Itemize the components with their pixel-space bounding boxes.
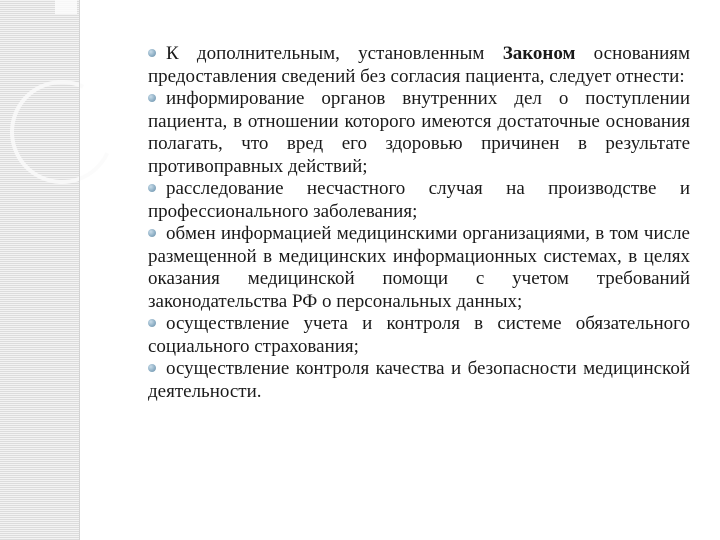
intro-text-after: основаниям предоставления сведений без согласия пациента, следует отнести: (148, 43, 691, 87)
list-item (148, 313, 690, 358)
list-item-text: обмен информацией медицинскими организациями, в том числе размещенной в медицинских информационных системах, в целях оказания медицинской помощи с учетом требований законодательства РФ о персональных данных; (148, 223, 690, 312)
bullet-icon (148, 319, 156, 327)
decorative-bar (55, 0, 77, 14)
list-item-text: осуществление контроля качества и безопасности медицинской деятельности. (148, 358, 690, 402)
slide-text-body (148, 43, 690, 403)
list-item-text: расследование несчастного случая на производстве и профессионального заболевания; (148, 178, 690, 222)
list-item (148, 178, 690, 223)
intro-text-before: К дополнительным, установленным (166, 43, 503, 64)
decorative-circle-icon (0, 65, 129, 198)
list-item (148, 223, 690, 313)
bullet-icon (148, 229, 156, 237)
bullet-icon (148, 184, 156, 192)
bullet-icon (148, 49, 156, 57)
list-item-text: осуществление учета и контроля в системе обязательного социального страхования; (148, 313, 690, 357)
intro-paragraph (148, 43, 690, 88)
intro-bold-word: Законом (502, 43, 576, 64)
bullet-icon (148, 94, 156, 102)
decorative-stripe-bar (0, 0, 80, 540)
list-item (148, 88, 690, 178)
list-item-text: информирование органов внутренних дел о поступлении пациента, в отношении которого имеются достаточные основания полагать, что вред его здоровью причинен в результате противоправных действий; (148, 88, 690, 177)
bullet-icon (148, 364, 156, 372)
list-item (148, 358, 690, 403)
